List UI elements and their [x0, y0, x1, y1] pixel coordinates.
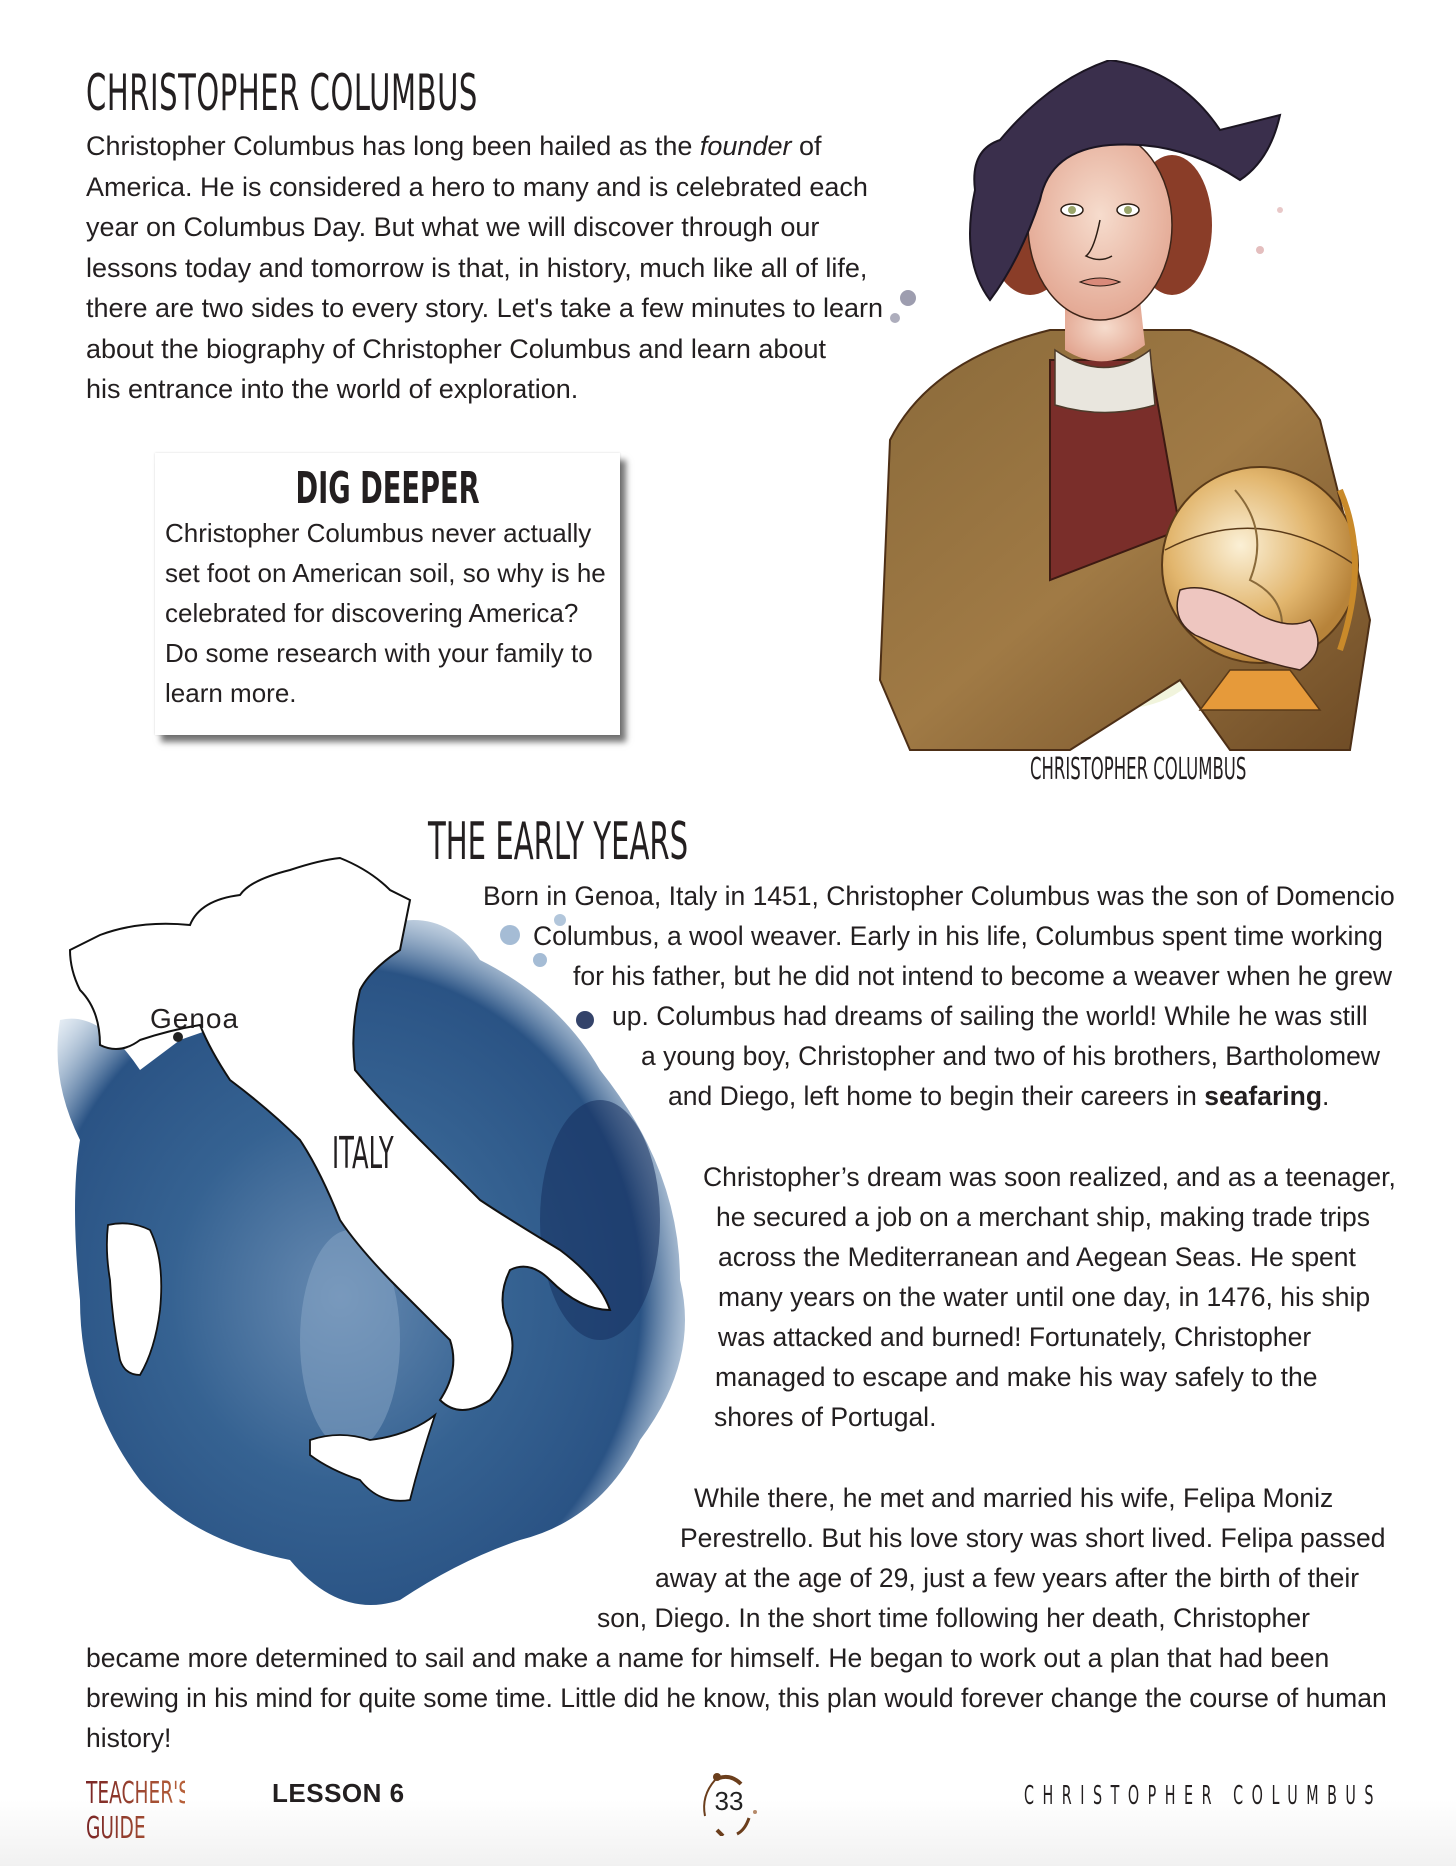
- section-heading-early-years: THE EARLY YEARS: [428, 812, 689, 872]
- intro-line: his entrance into the world of exploration.: [86, 374, 579, 404]
- page-number-badge: [697, 1772, 761, 1836]
- intro-paragraph: [86, 126, 884, 410]
- dig-deeper-line: set foot on American soil, so why is he: [165, 558, 606, 588]
- text-line: many years on the water until one day, in 1476, his ship: [718, 1282, 1371, 1312]
- page-number: 33: [714, 1786, 744, 1816]
- intro-line: year on Columbus Day. But what we will discover through our: [86, 212, 820, 242]
- text-line: Born in Genoa, Italy in 1451, Christopher Columbus was the son of Domencio: [483, 881, 1395, 911]
- text-line: up. Columbus had dreams of sailing the world! While he was still: [612, 1001, 1368, 1031]
- text-line: Christopher’s dream was soon realized, and as a teenager,: [703, 1162, 1396, 1192]
- footer-chapter-title: CHRISTOPHER COLUMBUS: [1024, 1781, 1383, 1811]
- text-line: While there, he met and married his wife, Felipa Moniz: [694, 1483, 1334, 1513]
- intro-line: America. He is considered a hero to many and is celebrated each: [86, 171, 868, 202]
- page-title: CHRISTOPHER COLUMBUS: [86, 64, 478, 122]
- teachers-guide-label: TEACHER'S GUIDE: [86, 1776, 191, 1846]
- dig-deeper-body: [165, 513, 615, 713]
- text-line: across the Mediterranean and Aegean Seas. He spent: [718, 1242, 1356, 1272]
- text-line: son, Diego. In the short time following her death, Christopher: [597, 1603, 1310, 1633]
- dig-deeper-line: celebrated for discovering America?: [165, 598, 579, 628]
- text-line: and Diego, left home to begin their careers in seafaring.: [668, 1081, 1330, 1111]
- footer-lesson-label: [86, 1776, 405, 1846]
- text-line: for his father, but he did not intend to become a weaver when he grew: [573, 961, 1393, 991]
- portrait-caption: CHRISTOPHER COLUMBUS: [1030, 752, 1247, 787]
- dig-deeper-callout: [155, 453, 620, 735]
- intro-line: lessons today and tomorrow is that, in history, much like all of life,: [86, 252, 868, 283]
- intro-line: Christopher Columbus has long been hailed as the founder of: [86, 131, 822, 161]
- map-label-italy: ITALY: [332, 1128, 394, 1179]
- text-line: a young boy, Christopher and two of his brothers, Bartholomew: [641, 1041, 1380, 1071]
- lesson-number-label: LESSON 6: [272, 1778, 405, 1808]
- map-label-genoa: Genoa: [150, 1003, 240, 1034]
- dig-deeper-line: Do some research with your family to: [165, 638, 593, 668]
- text-line: Perestrello. But his love story was short lived. Felipa passed: [680, 1523, 1386, 1553]
- text-line: brewing in his mind for quite some time. Little did he know, this plan would forever change the course of human: [86, 1683, 1387, 1713]
- text-line: Columbus, a wool weaver. Early in his life, Columbus spent time working: [533, 921, 1383, 951]
- text-line: was attacked and burned! Fortunately, Christopher: [718, 1322, 1312, 1352]
- text-line: shores of Portugal.: [714, 1402, 937, 1432]
- seafaring-term: seafaring: [1204, 1081, 1323, 1111]
- text-line: he secured a job on a merchant ship, making trade trips: [716, 1202, 1371, 1232]
- text-line: managed to escape and make his way safely to the: [715, 1362, 1318, 1392]
- text-line: away at the age of 29, just a few years after the birth of their: [655, 1563, 1360, 1593]
- text-line: became more determined to sail and make a name for himself. He began to work out a plan that had been: [86, 1643, 1330, 1673]
- dig-deeper-line: learn more.: [165, 678, 297, 708]
- columbus-portrait-illustration: [850, 60, 1410, 760]
- dig-deeper-line: Christopher Columbus never actually: [165, 518, 592, 548]
- intro-line: there are two sides to every story. Let's take a few minutes to learn: [86, 293, 884, 323]
- intro-line: about the biography of Christopher Columbus and learn about: [86, 333, 826, 364]
- text-line: history!: [86, 1723, 172, 1753]
- dig-deeper-title: DIG DEEPER: [295, 463, 480, 514]
